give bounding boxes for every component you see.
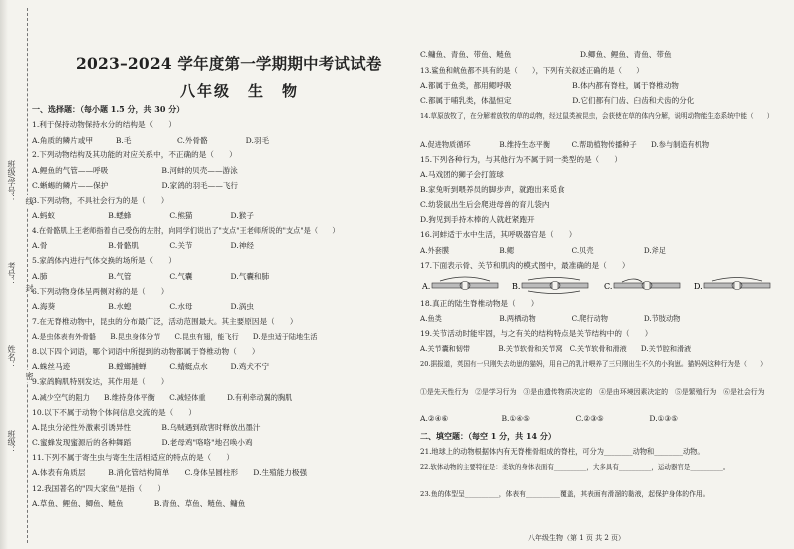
question-line: 16.河蚌适于水中生活，其呼吸器官是（ ） [420,230,577,239]
option-line: A.关节囊和韧带 B.关节软骨和关节窝 C.关节软骨和滑液 D.关节腔和滑液 [420,344,692,353]
question-line: 12.我国著名的"四大家鱼"是指（ ） [32,484,165,493]
question-line: 3.下列动物，不具社会行为的是（ ） [32,196,169,205]
exam-number-label: 考号： [7,262,16,286]
question-line: 23.鱼的体型呈__________，体表有__________覆盖，其表面有滑溜的黏液，起保护身体的作用。 [420,490,710,498]
option-line: B.家兔听到喂养员的脚步声，就跑出来觅食 [420,185,565,194]
joint-diagram-c [604,279,680,291]
seal-mark-mi: 密 [25,372,34,380]
section-heading-choice: 一、选择题：（每小题 1.5 分，共 30 分） [32,104,185,114]
question-line: 4.在骨骼肌上王老师指着自己受伤的左肘，向同学们说出了"支点"王老师所说的"支点"是（ ） [32,226,340,235]
option-line: A.减少空气的阻力 B.维持身体平衡 C.减轻体重 D.有利牵动翼的胸肌 [32,393,293,402]
question-line: 17.下面表示骨、关节和肌肉的模式图中，最准确的是（ ） [420,261,630,270]
exam-title: 2023–2024 学年度第一学期期中考试试卷 [76,54,382,73]
question-line: 1.利于保持动物保持水分的结构是（ ） [32,120,176,129]
option-line: C.幼袋鼠出生后会爬进母兽的育儿袋内 [420,200,550,209]
class-number-label: 班级/学号： [7,160,16,203]
statement-line: ①是先天性行为 ②是学习行为 ③是由遗传物质决定的 ④是由环境因素决定的 ⑤是繁殖行为 ⑥是社会行为 [420,388,765,396]
option-line: A.促进物质循环 B.维持生态平衡 C.帮助植物传播种子 D.参与制造有机物 [420,140,710,149]
page-footer: 八年级生物（第 1 页 共 2 页） [528,534,626,542]
joint-diagram-b [512,278,588,294]
option-line: A.是虫体表有外骨骼 B.昆虫身体分节 C.昆虫有翅，能飞行 D.是虫适于陆地生活 [32,332,318,341]
joint-diagram-d [694,278,770,292]
option-line: A.鱼类 B.两栖动物 C.爬行动物 D.节肢动物 [420,314,681,323]
section-heading-fill: 二、填空题：（每空 1 分，共 14 分） [420,431,556,441]
exam-subtitle: 八年级 生 物 [180,82,300,100]
option-line: A.体表有角质层 B.消化管结构简单 C.身体呈圆柱形 D.生殖能力极强 [32,468,308,477]
binding-margin [0,0,36,549]
seal-mark-feng: 封 [25,284,34,292]
option-line: A.②④⑥ B.①④⑤ C.②③⑤ D.①③⑤ [420,414,679,423]
option-line: A.肺 B.气管 C.气囊 D.气囊和肺 [32,272,270,281]
question-line: 10.以下不属于动物个体间信息交流的是（ ） [32,408,196,417]
option-line: A.马戏团的狮子会打篮球 [420,170,504,179]
question-line: 5.家鸽体内进行气体交换的场所是（ ） [32,256,176,265]
question-line: 11.下列不属于寄生虫与寄生生活相适应的特点的是（ ） [32,453,234,462]
question-line: 14.草原放牧了，在分解着放牧的草的动物，经过鼠类被昆虫，会获使在草的体内分解，说明动物能生态系统中能（ ） [420,112,774,120]
question-line: 7.在无脊椎动物中，昆虫的分布最广泛，活动范围最大。其主要原因是（ ） [32,317,298,326]
question-line: 18.真正的陆生脊椎动物是（ ） [420,299,539,308]
question-line: 22.软体动物的主要特征是：柔软的身体表面有__________，大多具有__________，运动器官是__________。 [420,463,730,471]
diagram-label-a: A. [422,282,431,291]
option-line: A.蛛丝马迹 B.螳螂捕蝉 C.蜻蜓点水 D.鸡犬不宁 [32,362,270,371]
name-label: 姓名： [7,345,16,369]
question-line: 8.以下四个词语，哪个词语中所提到的动物都属于脊椎动物（ ） [32,347,260,356]
question-line: 21.地球上的动物根据体内有无脊椎骨组成的脊柱，可分为________动物和________动物。 [420,447,705,456]
joint-diagrams-svg [420,275,780,297]
class-label: 班级： [7,430,16,454]
option-line: C.蜜蜂发现蜜源后的各种舞蹈 D.老母鸡"咯咯"地召唤小鸡 [32,438,253,447]
option-line: A.都属于鱼类，都用鳃呼吸 B.体内都有脊柱，属于脊椎动物 [420,81,679,90]
diagram-label-b: B. [512,282,521,291]
joint-diagram-row [420,275,780,297]
seal-mark-xian: 线 [25,197,34,205]
joint-diagram-a [421,277,498,291]
question-line: 20.据报道，英国有一只刚失去幼崽的猫妈，用自己的乳汁喂养了三只刚出生不久的小狗崽。猫妈妈这种行为是（ ） [420,360,767,368]
question-line: 15.下列各种行为，与其他行为不属于同一类型的是（ ） [420,155,622,164]
option-line: A.骨 B.骨骼肌 C.关节 D.神经 [32,241,254,250]
option-line: A.昆虫分泌性外激素引诱异性 B.乌贼遇到敌害时释放出墨汁 [32,423,261,432]
option-line: C.都属于哺乳类，体温恒定 D.它们都有门齿、臼齿和犬齿的分化 [420,96,695,105]
question-line: 13.鲨鱼和鱿鱼都不具有的是（ ），下列有关叙述正确的是（ ） [420,66,644,75]
option-line: C.蜥蜴的鳞片——保护 D.家鸽的羽毛——飞行 [32,181,239,190]
question-line: 19.关节活动时能牢固，与之有关的结构特点是关节结构中的（ ） [420,329,653,338]
question-line: 2.下列动物结构及其功能的对应关系中，不正确的是（ ） [32,150,237,159]
option-line: A.草鱼、鲤鱼、鲫鱼、鲢鱼 B.青鱼、草鱼、鲢鱼、鳙鱼 [32,499,246,508]
question-line: 9.家鸽胸肌特别发达，其作用是（ ） [32,377,169,386]
option-line: A.角质的鳞片或甲 B.毛 C.外骨骼 D.羽毛 [32,136,270,145]
option-line: C.鳙鱼、青鱼、带鱼、鲢鱼 D.鲫鱼、鲤鱼、青鱼、带鱼 [420,50,672,59]
diagram-label-c: C. [604,282,613,291]
question-line: 6.下列动物身体呈两侧对称的是（ ） [32,287,169,296]
option-line: D.狗见到手持木棒的人就赶紧跑开 [420,215,535,224]
option-line: A.外套膜 B.鳃 C.贝壳 D.斧足 [420,246,666,255]
option-line: A.蚂蚁 B.蟋蜂 C.熊猫 D.猴子 [32,211,254,220]
option-line: A.海葵 B.水螅 C.水母 D.涡虫 [32,302,254,311]
option-line: A.鲤鱼的气管——呼吸 B.河蚌的贝壳——游泳 [32,166,238,175]
binding-dashed-line [27,8,28,543]
diagram-label-d: D. [694,282,703,291]
